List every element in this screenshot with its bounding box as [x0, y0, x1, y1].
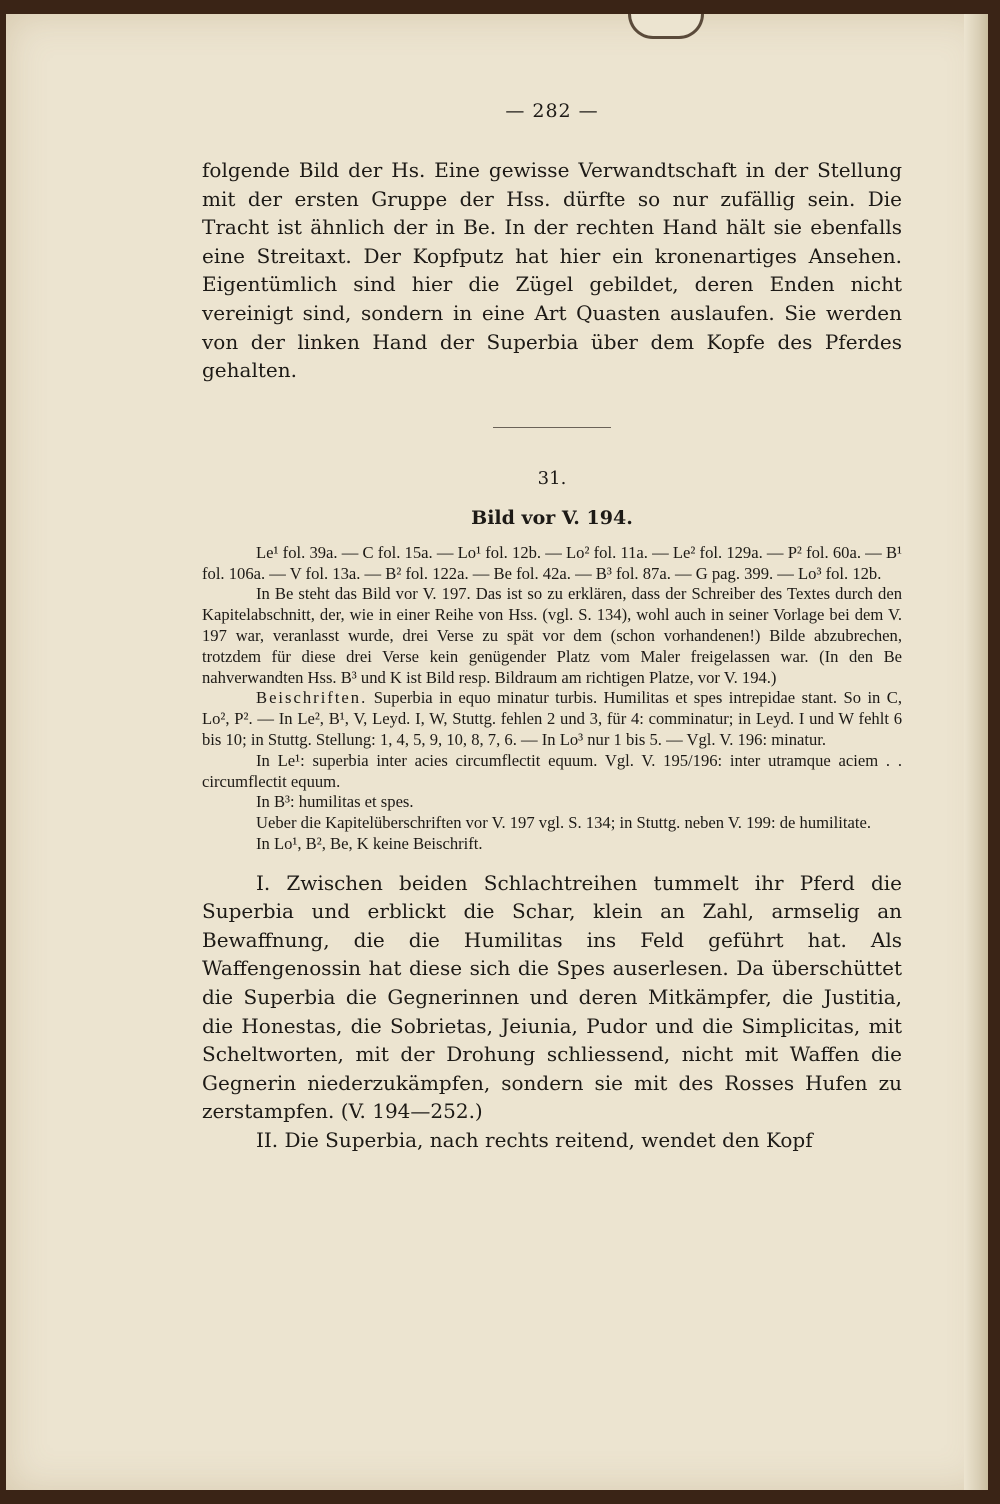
page-tab-marker	[628, 14, 704, 39]
beischriften-note	[202, 688, 902, 750]
paragraph-I: I. Zwischen beiden Schlachtreihen tummelt ihr Pferd die Superbia und erblickt die Schar, klein an Zahl, armselig an Bewaffnung, die die Humilitas ins Feld geführt hat. Als Waffengenossin hat diese sich die Spes auserlesen. Da überschüttet die Superbia die Gegnerinnen und deren Mitkämpfer, die Justitia, die Honestas, die Sobrietas, Jeiunia, Pudor und die Simplicitas, mit Scheltworten, mit der Drohung schliessend, nicht mit Waffen die Gegnerin niederzukämpfen, sondern sie mit des Rosses Hufen zu zerstampfen. (V. 194—252.)	[202, 870, 902, 1124]
paragraph-II: II. Die Superbia, nach rechts reitend, wendet den Kopf	[256, 1128, 813, 1153]
page-gutter	[964, 14, 988, 1492]
section-divider	[493, 427, 611, 428]
book-page	[6, 14, 988, 1492]
b3-note: In B³: humilitas et spes.	[256, 792, 414, 812]
book-bottom-edge	[0, 1490, 1000, 1504]
le1-note: In Le¹: superbia inter acies circumflectit equum. Vgl. V. 195/196: inter utramque aciem . . circumflectit equum.	[202, 750, 902, 791]
lo1-note: In Lo¹, B², Be, K keine Beischrift.	[256, 833, 483, 853]
page-number: — 282 —	[505, 100, 599, 122]
intro-paragraph-text: folgende Bild der Hs. Eine gewisse Verwandtschaft in der Stellung mit der ersten Gruppe der Hss. dürfte so nur zufällig sein. Die Tracht ist ähnlich der in Be. In der rechten Hand hält sie ebenfalls eine Streitaxt. Der Kopfputz hat hier ein kronenartiges Ansehen. Eigentümlich sind hier die Zügel gebildet, deren Enden nicht vereinigt sind, sondern in eine Art Quasten auslaufen. Sie werden von der linken Hand der Superbia über dem Kopfe des Pferdes gehalten.	[202, 158, 902, 383]
kapitel-note: Ueber die Kapitelüberschriften vor V. 197 vgl. S. 134; in Stuttg. neben V. 199: de humilitate.	[256, 813, 871, 833]
beischriften-text: Superbia in equo minatur turbis. Humilitas et spes intrepidae stant. So in C, Lo², P². — In Le², B¹, V, Leyd. I, W, Stuttg. fehlen 2 und 3, für 4: comminatur; in Leyd. I und W fehlt 6 bis 10; in Stuttg. Stellung: 1, 4, 5, 9, 10, 8, 7, 6. — In Lo³ nur 1 bis 5. — Vgl. V. 196: minatur.	[202, 688, 902, 749]
intro-paragraph	[202, 156, 902, 385]
page-content	[202, 100, 902, 1155]
footnotes-block	[202, 543, 902, 855]
be-note: In Be steht das Bild vor V. 197. Das ist so zu erklären, dass der Schreiber des Textes durch den Kapitelabschnitt, der, wie in einer Reihe von Hss. (vgl. S. 134), wohl auch in seiner Vorlage bei dem V. 197 war, veranlasst wurde, drei Verse zu spät vor dem (schon vorhandenen!) Bilde abzubrechen, trotzdem für diese drei Verse kein genügender Platz vom Maler freigelassen war. (In den Be nahverwandten Hss. B³ und K ist Bild resp. Bildraum am richtigen Platze, vor V. 194.)	[202, 584, 902, 687]
sources-note: Le¹ fol. 39a. — C fol. 15a. — Lo¹ fol. 12b. — Lo² fol. 11a. — Le² fol. 129a. — P² fol. 60a. — B¹ fol. 106a. — V fol. 13a. — B² fol. 122a. — Be fol. 42a. — B³ fol. 87a. — G pag. 399. — Lo³ fol. 12b.	[202, 542, 902, 583]
section-number: 31.	[537, 467, 567, 489]
main-text	[202, 869, 902, 1155]
beischriften-label: Beischriften.	[256, 688, 368, 708]
section-title: Bild vor V. 194.	[471, 506, 633, 529]
